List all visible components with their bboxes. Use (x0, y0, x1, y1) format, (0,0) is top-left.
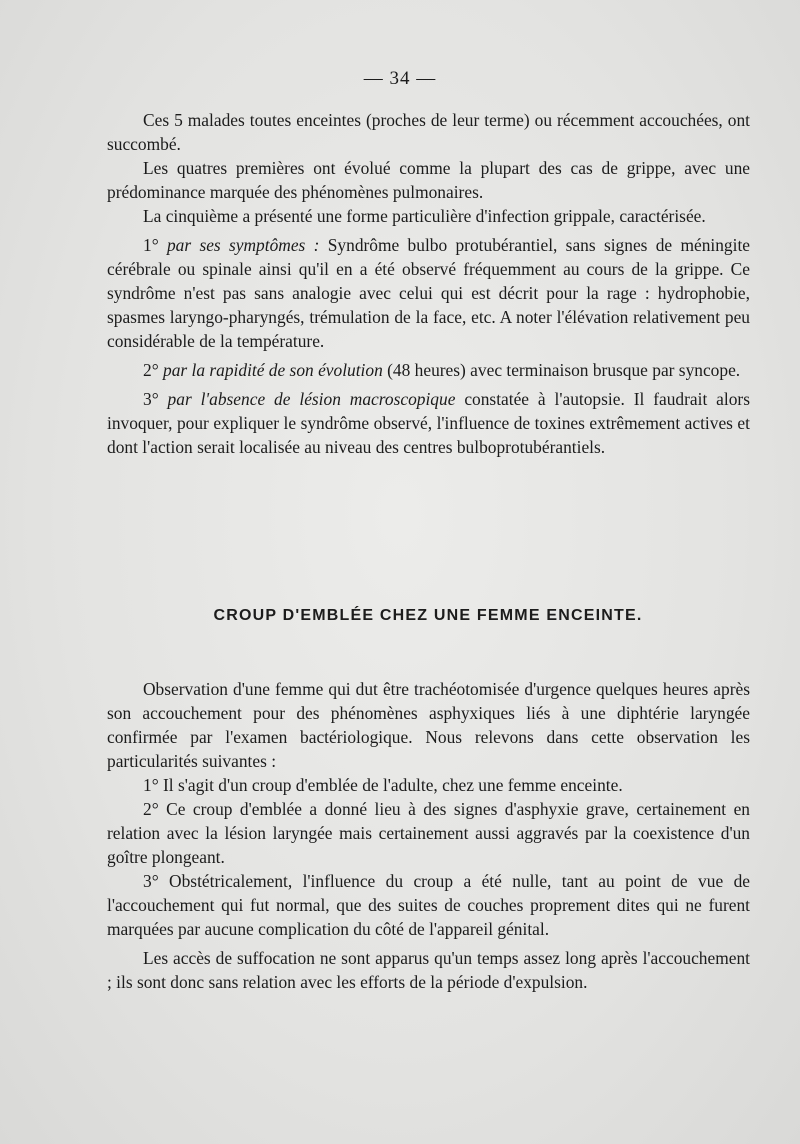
italic-phrase: par la rapidité de son évolution (163, 360, 383, 380)
paragraph: La cinquième a présenté une forme particulière d'infection grippale, caractérisée. (143, 206, 706, 226)
paragraph: Ces 5 malades toutes enceintes (proches de leur terme) ou récemment accouchées, ont succombé. (107, 110, 750, 154)
paragraph: Les quatres premières ont évolué comme la plupart des cas de grippe, avec une prédominance marquée des phénomènes pulmonaires. (107, 158, 750, 202)
section-2-body (107, 677, 750, 994)
section-heading: CROUP D'EMBLÉE CHEZ UNE FEMME ENCEINTE. (213, 607, 643, 624)
section-1-body (107, 108, 750, 459)
paragraph: Les accès de suffocation ne sont apparus qu'un temps assez long après l'accouchement ; ils sont donc sans relation avec les efforts de la période d'expulsion. (107, 948, 750, 992)
paragraph-evolution (107, 358, 750, 382)
paragraph-text: (48 heures) avec terminaison brusque par syncope. (382, 360, 741, 380)
paragraph: 1° Il s'agit d'un croup d'emblée de l'adulte, chez une femme enceinte. (143, 775, 623, 795)
item-number: 1° (143, 235, 167, 255)
paragraph-symptoms (107, 233, 750, 353)
paragraph: 2° Ce croup d'emblée a donné lieu à des signes d'asphyxie grave, certainement en relation avec la lésion laryngée mais certainement aussi aggravés par la coexistence d'un goître plongeant. (107, 799, 750, 867)
item-number: 3° (143, 389, 168, 409)
paragraph: Observation d'une femme qui dut être trachéotomisée d'urgence quelques heures après son accouchement pour des phénomènes asphyxiques liés à une diphtérie laryngée confirmée par l'examen bactériologique. Nous relevons dans cette observation les particularités suivantes : (107, 679, 750, 771)
italic-phrase: par l'absence de lésion macroscopique (167, 389, 456, 409)
paragraph-lesion (107, 387, 750, 459)
italic-phrase: par ses symptômes : (166, 235, 320, 255)
paragraph-text: Syndrôme bulbo protubérantiel, sans signes de méningite cérébrale ou spinale ainsi qu'il en a été observé fréquemment au cours de la grippe. Ce syndrôme n'est pas sans analogie avec celui qui est décrit pour la rage : hydrophobie, spasmes laryngo-pharyngés, trémulation de la face, etc. A noter l'élévation relativement peu considérable de la température. (107, 235, 751, 351)
item-number: 2° (143, 360, 163, 380)
paragraph-text: constatée à l'autopsie. Il faudrait alors invoquer, pour expliquer le syndrôme observé, l'influence de toxines extrêmement actives et dont l'action serait localisée au niveau des centres bulboprotubérantiels. (107, 389, 750, 457)
paragraph: 3° Obstétricalement, l'influence du croup a été nulle, tant au point de vue de l'accouchement qui fut normal, que des suites de couches proprement dites qui ne furent marquées par aucune complication du côté de l'appareil génital. (107, 871, 750, 939)
page-number: — 34 — (363, 68, 437, 89)
